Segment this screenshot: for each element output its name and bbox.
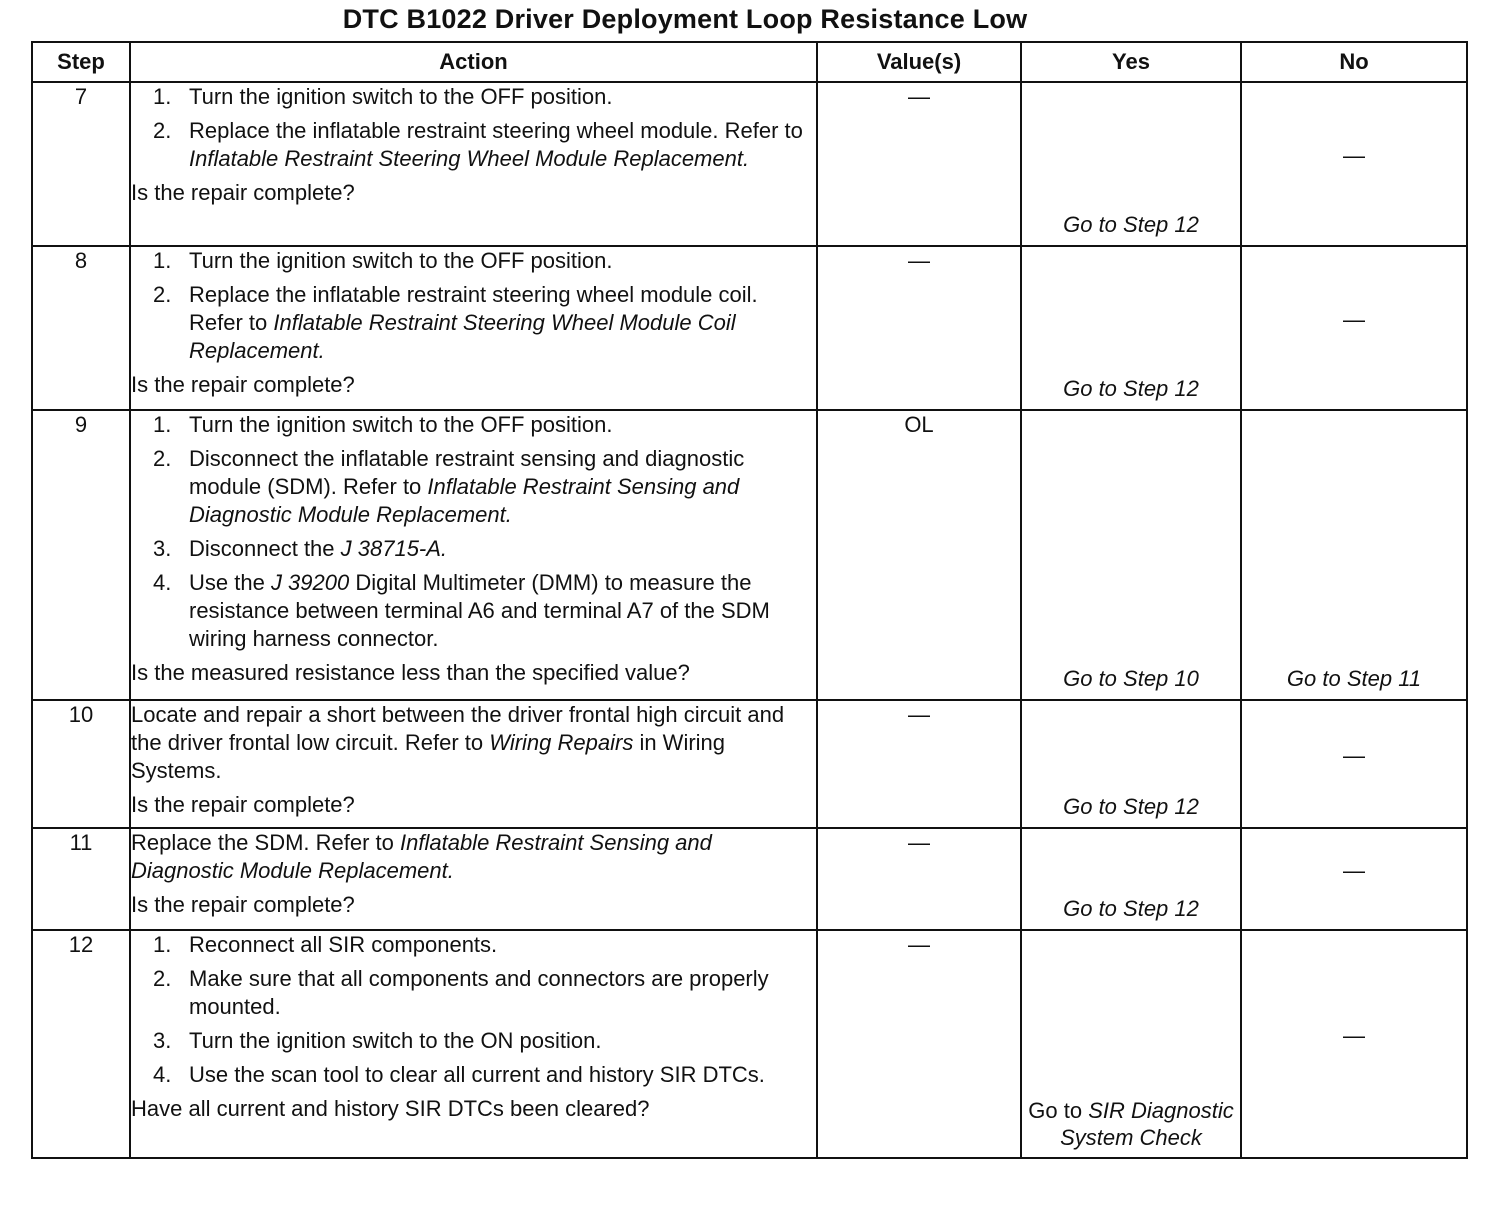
action-step-number: 3. (153, 536, 172, 561)
action-paragraph (131, 829, 816, 885)
value-text: — (908, 830, 930, 855)
no-cell (1241, 700, 1467, 828)
action-step-number: 1. (153, 932, 172, 957)
action-text: Turn the ignition switch to the ON position. (189, 1028, 602, 1053)
action-text: Replace the inflatable restraint steering wheel module coil. Refer to (189, 282, 758, 335)
action-step-number: 2. (153, 282, 172, 307)
table-row (32, 410, 1467, 700)
step-number: 8 (32, 246, 130, 410)
action-cell (130, 82, 817, 246)
value-text: — (908, 248, 930, 273)
action-step (131, 83, 816, 111)
value-text: OL (904, 412, 934, 437)
action-text: Disconnect the (189, 536, 341, 561)
action-step-number: 2. (153, 446, 172, 471)
step-number: 7 (32, 82, 130, 246)
action-question: Is the repair complete? (131, 180, 355, 205)
yes-cell (1021, 246, 1241, 410)
yes-cell (1021, 82, 1241, 246)
header-no: No (1241, 42, 1467, 82)
action-cell (130, 700, 817, 828)
action-cell (130, 246, 817, 410)
action-step-number: 1. (153, 84, 172, 109)
yes-cell (1021, 700, 1241, 828)
value-cell (817, 246, 1021, 410)
yes-result: Go to Step 12 (1063, 896, 1199, 921)
no-result: — (1343, 743, 1365, 768)
reference-text: Inflatable Restraint Sensing and Diagnostic Module Replacement. (131, 830, 712, 883)
action-step (131, 411, 816, 439)
action-text: Use the scan tool to clear all current and history SIR DTCs. (189, 1062, 765, 1087)
action-text: Replace the SDM. Refer to (131, 830, 401, 855)
value-cell (817, 82, 1021, 246)
action-steps-list (131, 931, 816, 1089)
action-steps-list (131, 411, 816, 653)
yes-cell (1021, 828, 1241, 930)
value-text: — (908, 84, 930, 109)
action-text: Make sure that all components and connectors are properly mounted. (189, 966, 769, 1019)
value-text: — (908, 702, 930, 727)
reference-text: Inflatable Restraint Steering Wheel Module Coil Replacement. (189, 310, 736, 363)
yes-cell (1021, 410, 1241, 700)
value-cell (817, 828, 1021, 930)
reference-text: Inflatable Restraint Steering Wheel Module Replacement. (189, 146, 750, 171)
action-cell (130, 828, 817, 930)
action-cell (130, 930, 817, 1158)
action-text: Turn the ignition switch to the OFF position. (189, 248, 613, 273)
action-step-number: 1. (153, 248, 172, 273)
action-paragraph (131, 701, 816, 785)
action-step (131, 1061, 816, 1089)
action-question: Is the repair complete? (131, 892, 355, 917)
reference-text: J 38715-A. (340, 536, 448, 561)
action-question: Is the repair complete? (131, 372, 355, 397)
action-cell (130, 410, 817, 700)
no-result: — (1343, 143, 1365, 168)
action-step (131, 247, 816, 275)
no-result: — (1343, 858, 1365, 883)
action-text: Reconnect all SIR components. (189, 932, 498, 957)
step-number: 10 (32, 700, 130, 828)
action-text: Go to (1028, 1098, 1089, 1123)
action-step (131, 535, 816, 563)
no-cell (1241, 828, 1467, 930)
header-step: Step (32, 42, 130, 82)
action-text: Replace the inflatable restraint steering wheel module. Refer to (189, 118, 803, 143)
reference-text: SIR Diagnostic System Check (1060, 1098, 1234, 1150)
action-text: Turn the ignition switch to the OFF position. (189, 84, 613, 109)
header-yes: Yes (1021, 42, 1241, 82)
action-step-number: 4. (153, 570, 172, 595)
action-text: Locate and repair a short between the driver frontal high circuit and the driver frontal low circuit. Refer to (131, 702, 785, 755)
no-result: Go to Step 11 (1286, 666, 1422, 691)
value-cell (817, 700, 1021, 828)
action-step-number: 3. (153, 1028, 172, 1053)
action-text: Disconnect the inflatable restraint sensing and diagnostic module (SDM). Refer to (189, 446, 745, 499)
action-text: Use the (189, 570, 271, 595)
yes-result: Go to Step 12 (1063, 212, 1199, 237)
diagnostic-table (31, 41, 1468, 1159)
action-step (131, 1027, 816, 1055)
no-result: — (1343, 307, 1365, 332)
action-steps-list (131, 247, 816, 365)
action-text: in Wiring Systems. (131, 730, 726, 783)
action-step (131, 965, 816, 1021)
action-step-number: 2. (153, 966, 172, 991)
page-title: DTC B1022 Driver Deployment Loop Resistance Low (342, 4, 1028, 34)
no-result: — (1343, 1023, 1365, 1048)
yes-result: Go to Step 10 (1063, 666, 1199, 691)
step-number: 9 (32, 410, 130, 700)
reference-text: J 39200 (270, 570, 350, 595)
table-row (32, 246, 1467, 410)
action-step (131, 931, 816, 959)
step-number: 11 (32, 828, 130, 930)
value-cell (817, 410, 1021, 700)
reference-text: Wiring Repairs (489, 730, 634, 755)
action-step (131, 569, 816, 653)
no-cell (1241, 82, 1467, 246)
action-step-number: 2. (153, 118, 172, 143)
no-cell (1241, 410, 1467, 700)
yes-cell (1021, 930, 1241, 1158)
no-cell (1241, 930, 1467, 1158)
value-cell (817, 930, 1021, 1158)
table-row (32, 700, 1467, 828)
reference-text: Inflatable Restraint Sensing and Diagnostic Module Replacement. (189, 474, 740, 527)
table-header-row (32, 42, 1467, 82)
yes-result (1022, 1097, 1240, 1151)
header-value: Value(s) (817, 42, 1021, 82)
action-text: Digital Multimeter (DMM) to measure the resistance between terminal A6 and terminal A7 of the SDM wiring harness connector. (189, 570, 770, 651)
no-cell (1241, 246, 1467, 410)
action-question: Is the measured resistance less than the specified value? (131, 660, 690, 685)
yes-result: Go to Step 12 (1063, 376, 1199, 401)
action-text: Turn the ignition switch to the OFF position. (189, 412, 613, 437)
action-steps-list (131, 83, 816, 173)
action-step (131, 445, 816, 529)
action-step-number: 4. (153, 1062, 172, 1087)
table-row (32, 930, 1467, 1158)
table-row (32, 828, 1467, 930)
step-number: 12 (32, 930, 130, 1158)
header-action: Action (130, 42, 817, 82)
action-step (131, 117, 816, 173)
action-question: Have all current and history SIR DTCs been cleared? (131, 1096, 650, 1121)
yes-result: Go to Step 12 (1063, 794, 1199, 819)
action-question: Is the repair complete? (131, 792, 355, 817)
action-step-number: 1. (153, 412, 172, 437)
action-step (131, 281, 816, 365)
table-row (32, 82, 1467, 246)
value-text: — (908, 932, 930, 957)
